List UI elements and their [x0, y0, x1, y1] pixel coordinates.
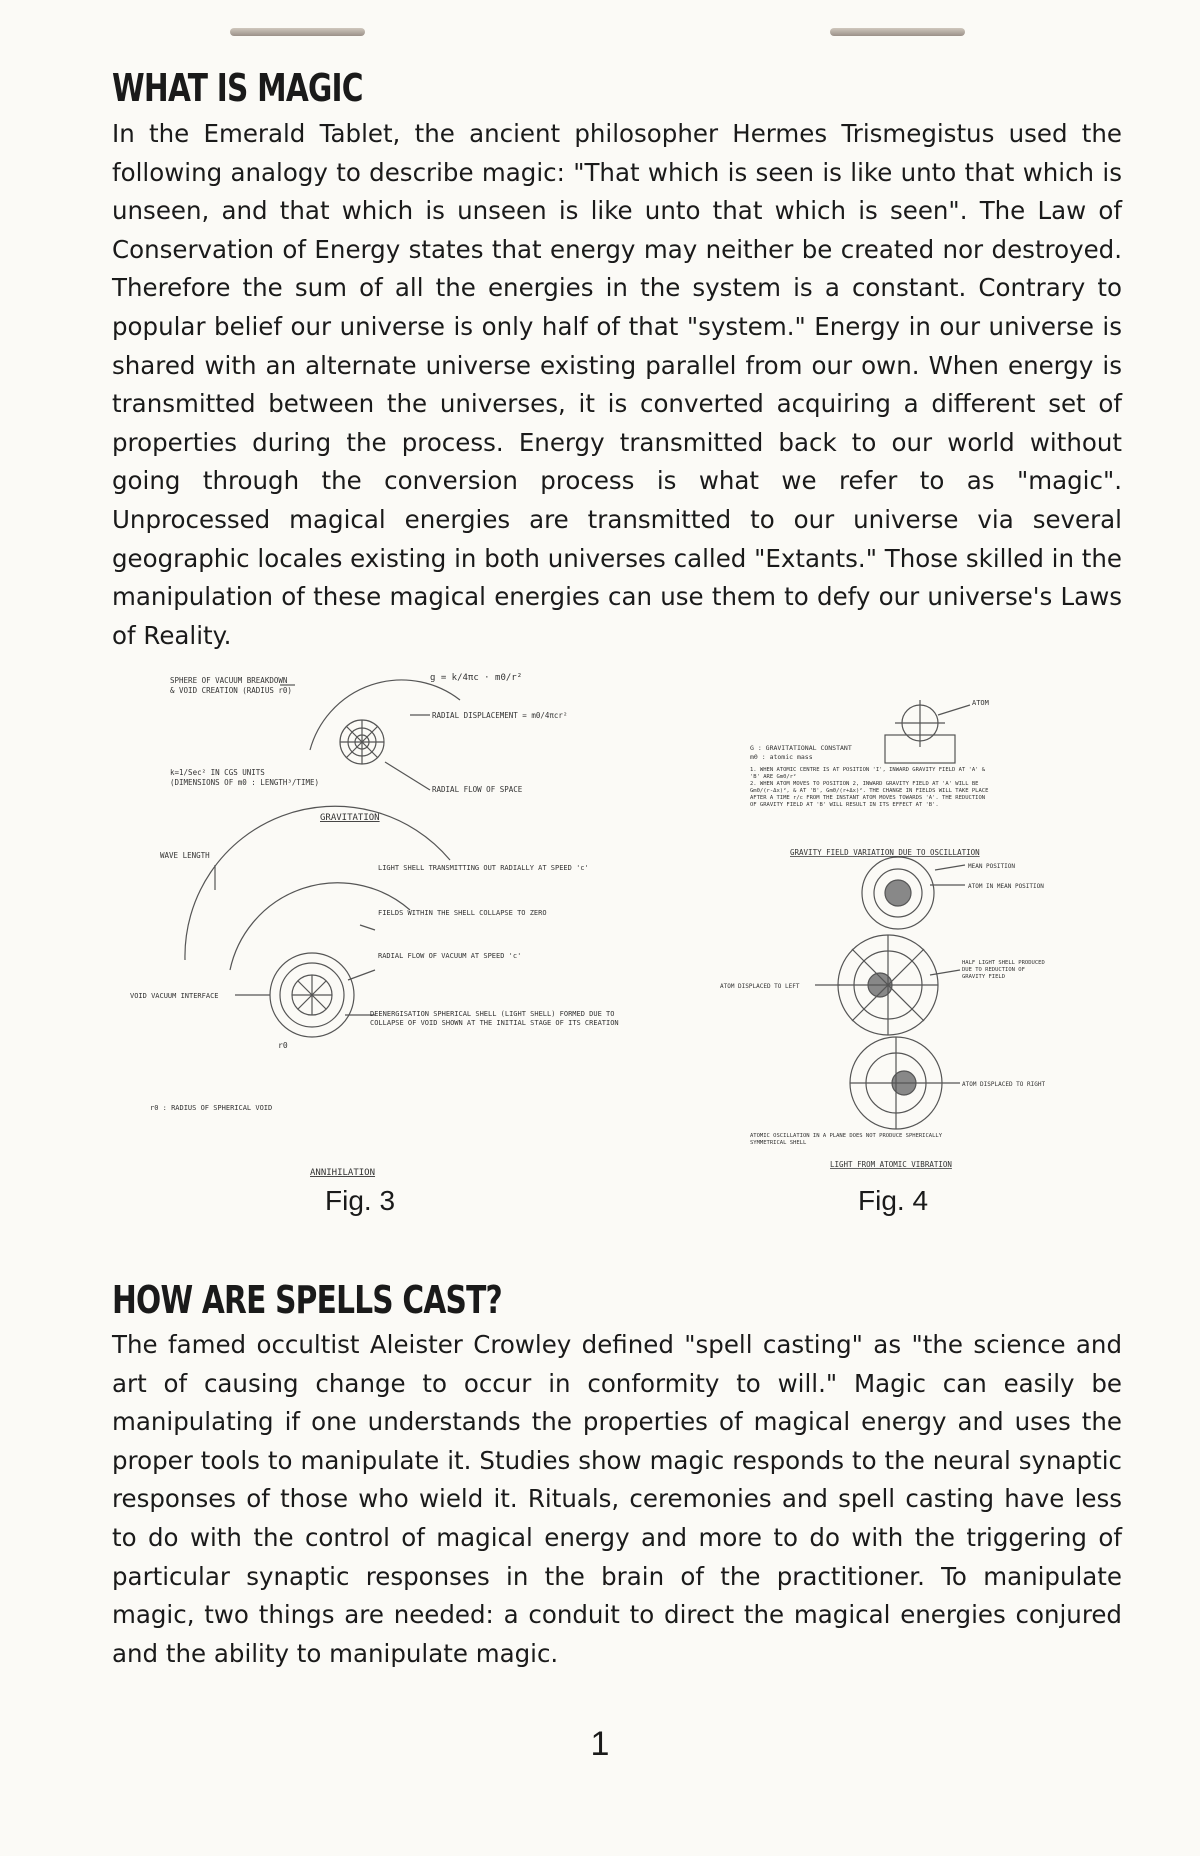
- annihilation-title: ANNIHILATION: [310, 1168, 376, 1178]
- figure-4-caption: Fig. 4: [858, 1185, 929, 1216]
- variation-title: GRAVITY FIELD VARIATION DUE TO OSCILLATION: [790, 848, 980, 857]
- annihilation-label-void: VOID VACUUM INTERFACE: [130, 992, 219, 1000]
- light-title: LIGHT FROM ATOMIC VIBRATION: [830, 1160, 952, 1169]
- figure-3-diagram: [130, 640, 630, 1200]
- figure-4: [720, 675, 1050, 1175]
- figure-4-diagram: [720, 675, 1050, 1175]
- atom-label: ATOM: [972, 699, 989, 707]
- oscillation-note-box: [750, 1133, 950, 1153]
- gravitation-label-void: & VOID CREATION (RADIUS r0): [170, 686, 292, 695]
- note-2: 2. WHEN ATOM MOVES TO POSITION 2, INWARD GRAVITY FIELD AT 'A' WILL BE Gm0/(r-Δx)², & AT 'B', Gm0/(r+Δx)². THE CHANGE IN FIELDS WILL TAKE PLACE AFTER A TIME r/c FROM THE INSTANT ATOM MOVES TOWARDS 'A'. THE REDUCTION OF GRAVITY FIELD AT 'B' WILL RESULT IN ITS EFFECT AT 'B'.: [750, 781, 989, 808]
- oscillation-diagram: [815, 857, 965, 1129]
- gravitation-label-units1: k=1/Sec² IN CGS UNITS: [170, 768, 265, 777]
- gravitation-title: GRAVITATION: [320, 813, 380, 823]
- const-label-m0: m0 : atomic mass: [750, 753, 813, 761]
- gravitation-label-g: g = k/4πc · m0/r²: [430, 673, 523, 683]
- section-heading-what-is-magic: WHAT IS MAGIC: [112, 66, 363, 110]
- atom-left-label: ATOM DISPLACED TO LEFT: [720, 983, 800, 990]
- section-heading-how-are-spells-cast: HOW ARE SPELLS CAST?: [112, 1278, 502, 1322]
- atom-position-diagram: [885, 700, 970, 763]
- atom-right-label: ATOM DISPLACED TO RIGHT: [962, 1081, 1046, 1088]
- const-label-g: G : GRAVITATIONAL CONSTANT: [750, 744, 852, 752]
- annihilation-outer-arc: [185, 806, 450, 960]
- note-1: 1. WHEN ATOMIC CENTRE IS AT POSITION 'I', INWARD GRAVITY FIELD AT 'A' & 'B' ARE Gm0/r²: [750, 767, 986, 780]
- section-body-what-is-magic: In the Emerald Tablet, the ancient philosopher Hermes Trismegistus used the following analogy to describe magic: "That which is seen is like unto that which is unseen, and that which is unseen is like unto that which is seen". The Law of Conservation of Energy states that energy may neither be created nor destroyed. Therefore the sum of all the energies in the system is a constant. Contrary to popular belief our universe is only half of that "system." Energy in our universe is shared with an alternate universe existing parallel from our own. When energy is transmitted between the universes, it is converted acquiring a different set of properties during the process. Energy transmitted back to our world without going through the conversion process is what we refer to as "magic". Unprocessed magical energies are transmitted to our universe via several geographic locales existing in both universes called "Extants." Those skilled in the manipulation of these magical energies can use them to defy our universe's Laws of Reality.: [112, 119, 1122, 650]
- annihilation-label-deenergisation-box: [370, 1010, 630, 1055]
- annihilation-diagram: [185, 806, 450, 1037]
- gravitation-label-flow: RADIAL FLOW OF SPACE: [432, 785, 523, 794]
- figure-3-caption: Fig. 3: [325, 1185, 396, 1216]
- gravitation-label-radial: RADIAL DISPLACEMENT = m0/4πcr²: [432, 711, 568, 720]
- notes-box: [750, 767, 995, 849]
- atom-mean-circle: [885, 880, 911, 906]
- annihilation-label-r0: r0: [278, 1041, 288, 1050]
- half-shell-label: HALF LIGHT SHELL PRODUCED DUE TO REDUCTION OF GRAVITY FIELD: [962, 960, 1045, 980]
- binding-ring-left: [230, 28, 365, 36]
- atom-mean-label: ATOM IN MEAN POSITION: [968, 883, 1044, 890]
- half-shell-box: [962, 960, 1050, 990]
- page-number: 1: [590, 1725, 610, 1763]
- annihilation-label-radius: r0 : RADIUS OF SPHERICAL VOID: [150, 1104, 273, 1112]
- annihilation-label-fields: FIELDS WITHIN THE SHELL COLLAPSE TO ZERO: [378, 909, 547, 917]
- mean-position-label: MEAN POSITION: [968, 863, 1015, 870]
- binding-ring-right: [830, 28, 965, 36]
- oscillation-note: ATOMIC OSCILLATION IN A PLANE DOES NOT PRODUCE SPHERICALLY SYMMETRICAL SHELL: [750, 1133, 943, 1146]
- annihilation-label-radial: RADIAL FLOW OF VACUUM AT SPEED 'c': [378, 952, 522, 960]
- annihilation-label-light: LIGHT SHELL TRANSMITTING OUT RADIALLY AT SPEED 'c': [378, 864, 589, 872]
- section-body-how-are-spells-cast: The famed occultist Aleister Crowley defined "spell casting" as "the science and art of causing change to occur in conformity to will." Magic can easily be manipulating if one understands the properties of magical energy and uses the proper tools to manipulate it. Studies show magic responds to the neural synaptic responses of those who wield it. Rituals, ceremonies and spell casting have less to do with the control of magical energy and more to do with the triggering of particular synaptic responses in the brain of the practitioner. To manipulate magic, two things are needed: a conduit to direct the magical energies conjured and the ability to manipulate magic.: [112, 1330, 1122, 1668]
- annihilation-label-wave: WAVE LENGTH: [160, 851, 210, 860]
- annihilation-label-deenergisation: DEENERGISATION SPHERICAL SHELL (LIGHT SHELL) FORMED DUE TO COLLAPSE OF VOID SHOWN AT THE INITIAL STAGE OF ITS CREATION: [370, 1010, 619, 1027]
- figure-3: [130, 640, 630, 1200]
- gravitation-label-units2: (DIMENSIONS OF m0 : LENGTH³/TIME): [170, 778, 320, 787]
- gravitation-label-sphere: SPHERE OF VACUUM BREAKDOWN: [170, 676, 288, 685]
- gravitation-diagram: [280, 680, 460, 790]
